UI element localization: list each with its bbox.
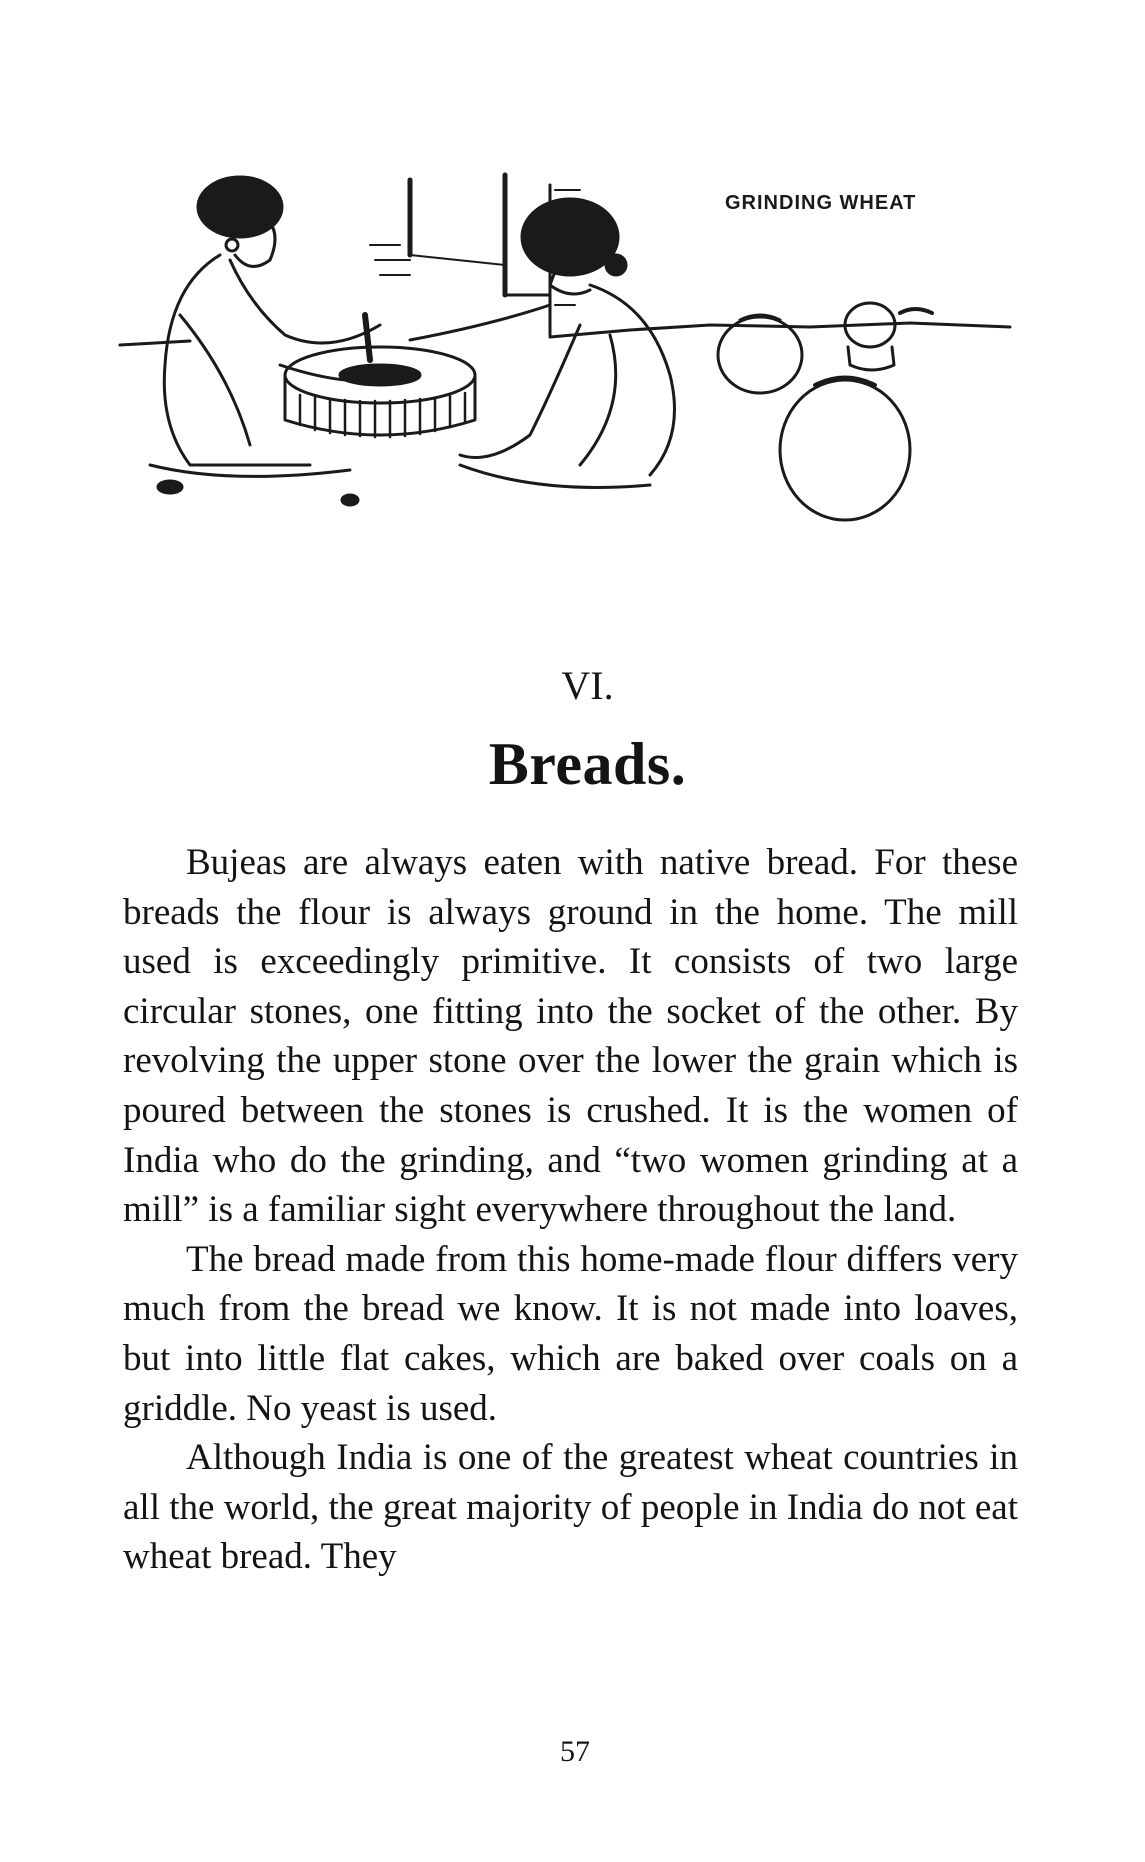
body-text [123, 838, 1018, 1582]
chapter-title: Breads. [488, 731, 687, 797]
paragraph-3: Although India is one of the greatest wheat countries in all the world, the great majority of people in India do not eat wheat bread. They [123, 1437, 1018, 1578]
paragraph-1: Bujeas are always eaten with native bread. For these breads the flour is always ground in the home. The mill used is exceedingly primitive. It consists of two large circular stones, one fitting into the socket of the other. By revolving the upper stone over the lower the grain which is poured between the stones is crushed. It is the women of India who do the grinding, and “two women grinding at a mill” is a familiar sight everywhere throughout the land. [123, 842, 1018, 1231]
illustration-caption: GRINDING WHEAT [725, 192, 917, 214]
page-number: 57 [560, 1735, 590, 1768]
chapter-number: VI. [561, 663, 614, 708]
paragraph-2: The bread made from this home-made flour differs very much from the bread we know. It is not made into loaves, but into little flat cakes, which are baked over coals on a griddle. No yeast is used. [123, 1238, 1018, 1429]
grinding-wheat-illustration [110, 165, 1030, 575]
